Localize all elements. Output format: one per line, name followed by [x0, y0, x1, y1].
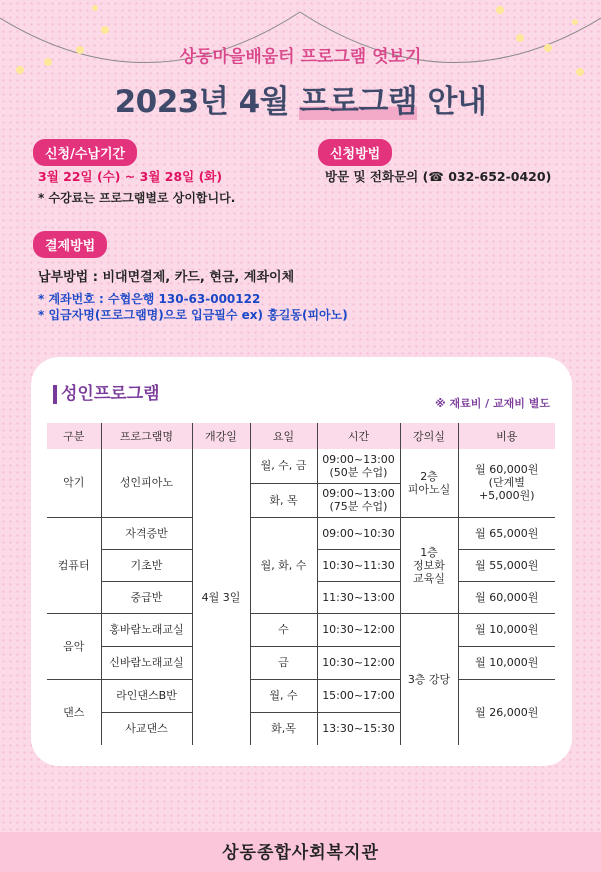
application-method-text: 방문 및 전화문의 (☎ 032-652-0420) — [325, 169, 552, 184]
program-cell: 신바람노래교실 — [101, 646, 192, 679]
table-row — [47, 449, 555, 483]
fee-cell: 월 60,000원 — [458, 581, 555, 613]
program-cell: 성인피아노 — [101, 449, 192, 517]
fee-cell: 월 26,000원 — [458, 679, 555, 745]
time-cell: 11:30~13:00 — [317, 581, 400, 613]
time-cell: 10:30~12:00 — [317, 613, 400, 646]
page-title — [0, 76, 601, 121]
days-cell: 수 — [250, 613, 317, 646]
time-cell: 10:30~11:30 — [317, 549, 400, 581]
program-cell: 사교댄스 — [101, 712, 192, 745]
days-cell: 월, 화, 수 — [250, 517, 317, 613]
table-row — [47, 517, 555, 549]
category-cell: 음악 — [47, 613, 101, 679]
fee-note: * 수강료는 프로그램별로 상이합니다. — [38, 191, 236, 205]
category-cell: 악기 — [47, 449, 101, 517]
panel-title: 성인프로그램 — [53, 385, 160, 404]
room-cell: 2층 피아노실 — [400, 449, 458, 517]
organization-footer: 상동종합사회복지관 — [0, 832, 601, 872]
table-row — [47, 646, 555, 679]
days-cell: 금 — [250, 646, 317, 679]
title-part: 안내 — [417, 84, 487, 120]
time-cell: 09:00~13:00 (50분 수업) — [317, 449, 400, 483]
table-row — [47, 679, 555, 712]
program-cell: 중급반 — [101, 581, 192, 613]
table-header-row — [47, 423, 555, 449]
deposit-note: * 입금자명(프로그램명)으로 입금필수 ex) 홍길동(피아노) — [38, 308, 348, 322]
time-cell: 15:00~17:00 — [317, 679, 400, 712]
time-cell: 09:00~10:30 — [317, 517, 400, 549]
adult-program-panel — [31, 357, 572, 766]
title-highlight: 프로그램 — [299, 84, 418, 120]
program-cell: 라인댄스B반 — [101, 679, 192, 712]
table-row — [47, 613, 555, 646]
room-cell: 1층 정보화 교육실 — [400, 517, 458, 613]
fee-cell: 월 10,000원 — [458, 646, 555, 679]
fee-cell: 월 55,000원 — [458, 549, 555, 581]
time-cell: 09:00~13:00 (75분 수업) — [317, 483, 400, 517]
fee-cell: 월 10,000원 — [458, 613, 555, 646]
room-cell: 3층 강당 — [400, 613, 458, 745]
start-date-cell: 4월 3일 — [192, 449, 250, 745]
program-cell: 자격증반 — [101, 517, 192, 549]
program-cell: 홍바람노래교실 — [101, 613, 192, 646]
header-room: 강의실 — [400, 423, 458, 449]
schedule-table — [47, 423, 555, 745]
header-program: 프로그램명 — [101, 423, 192, 449]
time-cell: 10:30~12:00 — [317, 646, 400, 679]
payment-method-text: 납부방법 : 비대면결제, 카드, 현금, 계좌이체 — [38, 270, 295, 285]
days-cell: 화,목 — [250, 712, 317, 745]
header-category: 구분 — [47, 423, 101, 449]
application-period-dates: 3월 22일 (수) ~ 3월 28일 (화) — [38, 169, 223, 184]
account-number: * 계좌번호 : 수협은행 130-63-000122 — [38, 292, 261, 306]
fee-cell: 월 65,000원 — [458, 517, 555, 549]
days-cell: 월, 수, 금 — [250, 449, 317, 483]
fee-cell: 월 60,000원 (단계별 +5,000원) — [458, 449, 555, 517]
payment-method-badge: 결제방법 — [33, 231, 107, 258]
title-part: 2023년 4월 — [114, 84, 300, 120]
category-cell: 댄스 — [63, 705, 85, 719]
application-period-badge: 신청/수납기간 — [33, 139, 137, 166]
header-start-date: 개강일 — [192, 423, 250, 449]
application-method-badge: 신청방법 — [318, 139, 392, 166]
page-subtitle: 상동마을배움터 프로그램 엿보기 — [179, 47, 422, 67]
material-fee-note: ※ 재료비 / 교재비 별도 — [434, 397, 550, 410]
header-fee: 비용 — [458, 423, 555, 449]
category-cell: 컴퓨터 — [47, 517, 101, 613]
header-days: 요일 — [250, 423, 317, 449]
days-cell: 월, 수 — [250, 679, 317, 712]
time-cell: 13:30~15:30 — [317, 712, 400, 745]
days-cell: 화, 목 — [250, 483, 317, 517]
program-cell: 기초반 — [101, 549, 192, 581]
header-time: 시간 — [317, 423, 400, 449]
